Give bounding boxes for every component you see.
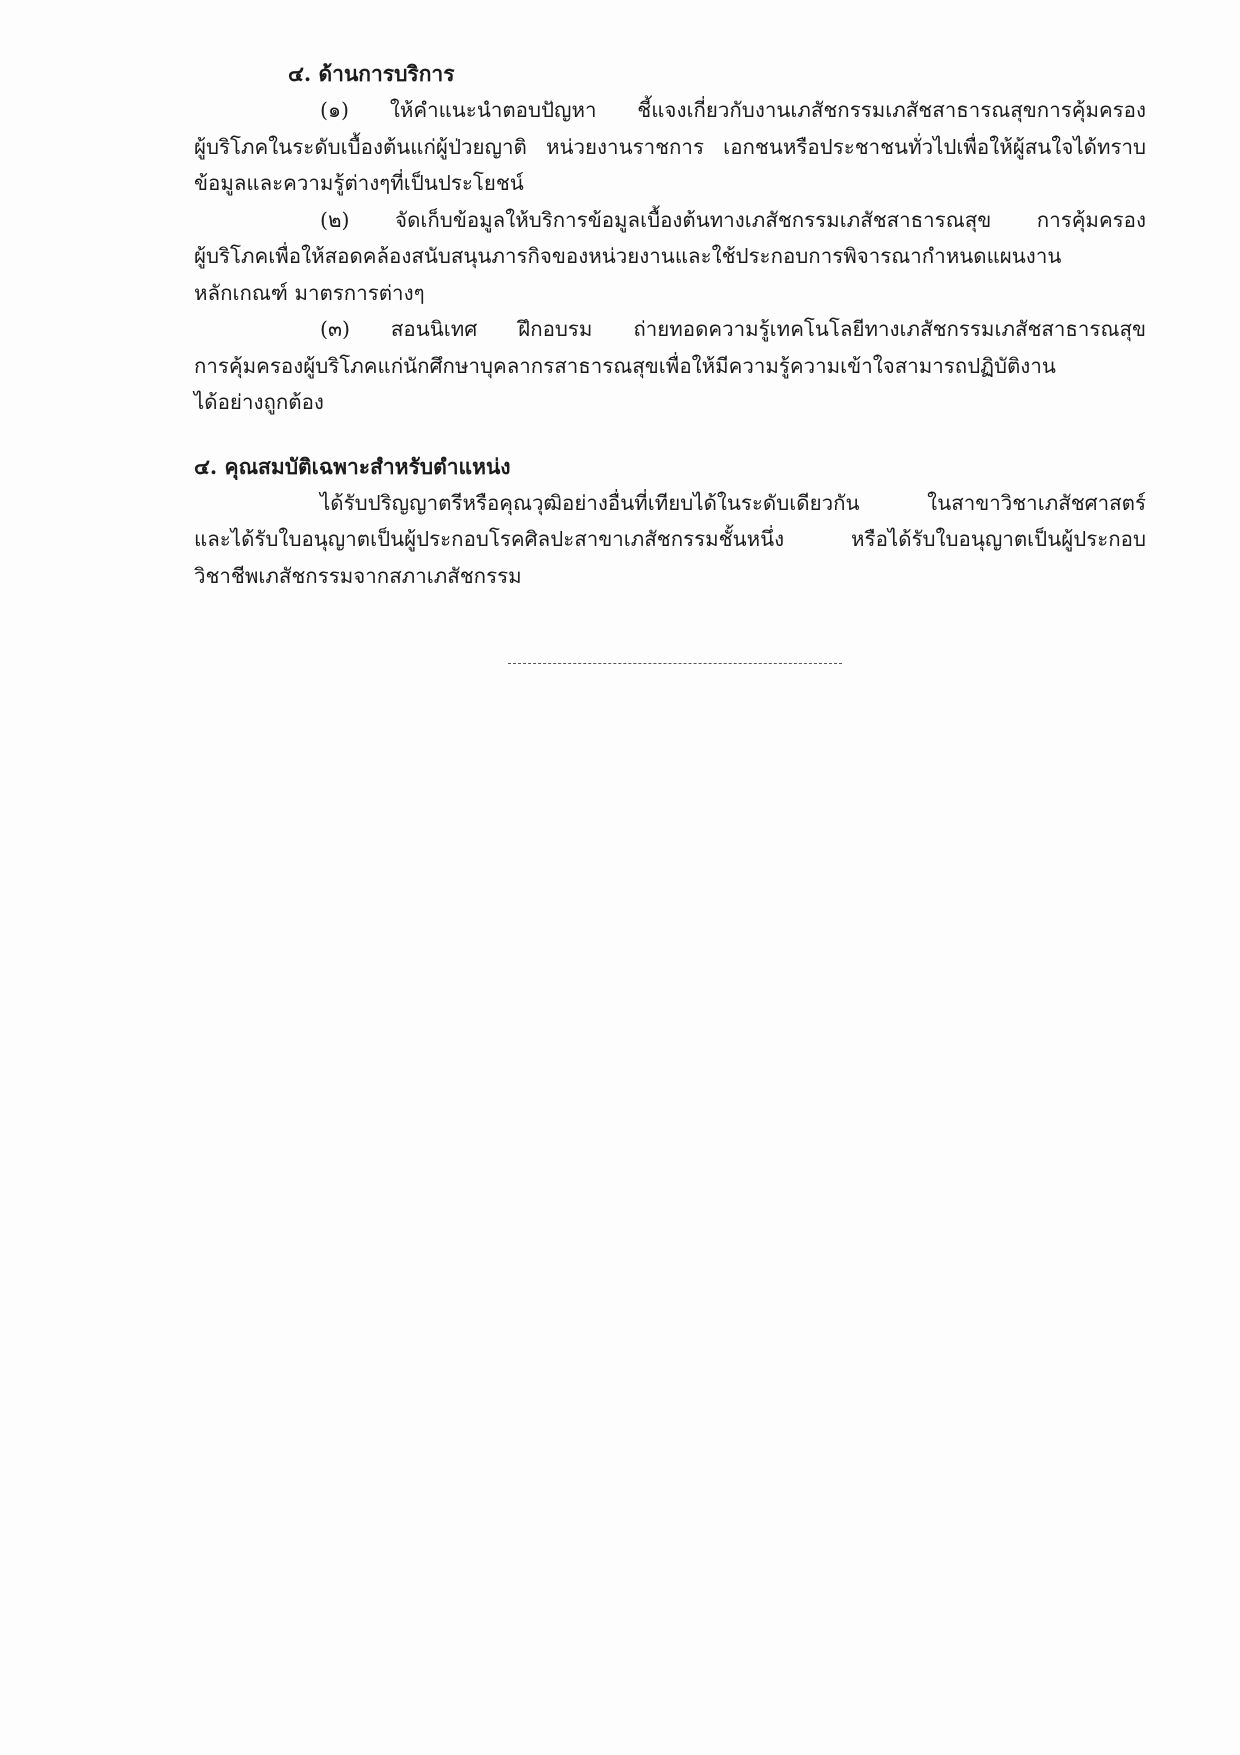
paragraph-line: และได้รับใบอนุญาตเป็นผู้ประกอบโรคศิลปะสาขาเภสัชกรรมชั้นหนึ่ง หรือได้รับใบอนุญาตเป็นผู้ประกอบ — [194, 527, 1146, 551]
paragraph-line: (๒) จัดเก็บข้อมูลให้บริการข้อมูลเบื้องต้นทางเภสัชกรรมเภสัชสาธารณสุข การคุ้มครอง — [320, 207, 1146, 232]
service-section-heading: ๔. ด้านการบริการ — [288, 61, 455, 86]
end-divider — [508, 663, 842, 664]
paragraph-line: ได้อย่างถูกต้อง — [194, 390, 324, 414]
paragraph-line: การคุ้มครองผู้บริโภคแก่นักศึกษาบุคลากรสาธารณสุขเพื่อให้มีความรู้ความเข้าใจสามารถปฏิบัติงาน — [194, 353, 1056, 378]
document-body — [194, 56, 1146, 594]
paragraph-line: (๑) ให้คำแนะนำตอบปัญหา ชี้แจงเกี่ยวกับงานเภสัชกรรมเภสัชสาธารณสุขการคุ้มครอง — [320, 98, 1146, 122]
service-item-3 — [194, 311, 1146, 421]
paragraph-line: หลักเกณฑ์ มาตรการต่างๆ — [194, 280, 425, 305]
paragraph-line: ได้รับปริญญาตรีหรือคุณวุฒิอย่างอื่นที่เทียบได้ในระดับเดียวกัน ในสาขาวิชาเภสัชศาสตร์ — [320, 490, 1146, 515]
qualification-paragraph — [194, 485, 1146, 595]
service-item-2 — [194, 202, 1146, 312]
paragraph-line: ผู้บริโภคในระดับเบื้องต้นแก่ผู้ป่วยญาติ หน่วยงานราชการ เอกชนหรือประชาชนทั่วไปเพื่อให้ผู้สนใจได้ทราบ — [194, 134, 1146, 159]
service-item-1 — [194, 92, 1146, 202]
paragraph-line: (๓) สอนนิเทศ ฝึกอบรม ถ่ายทอดความรู้เทคโนโลยีทางเภสัชกรรมเภสัชสาธารณสุข — [320, 317, 1146, 341]
section-spacer — [194, 421, 1146, 449]
paragraph-line: ผู้บริโภคเพื่อให้สอดคล้องสนับสนุนภารกิจของหน่วยงานและใช้ประกอบการพิจารณากำหนดแผนงาน — [194, 244, 1062, 268]
paragraph-line: ข้อมูลและความรู้ต่างๆที่เป็นประโยชน์ — [194, 171, 524, 195]
qualification-section-heading: ๔. คุณสมบัติเฉพาะสำหรับตำแหน่ง — [194, 453, 511, 479]
paragraph-line: วิชาชีพเภสัชกรรมจากสภาเภสัชกรรม — [194, 563, 522, 588]
